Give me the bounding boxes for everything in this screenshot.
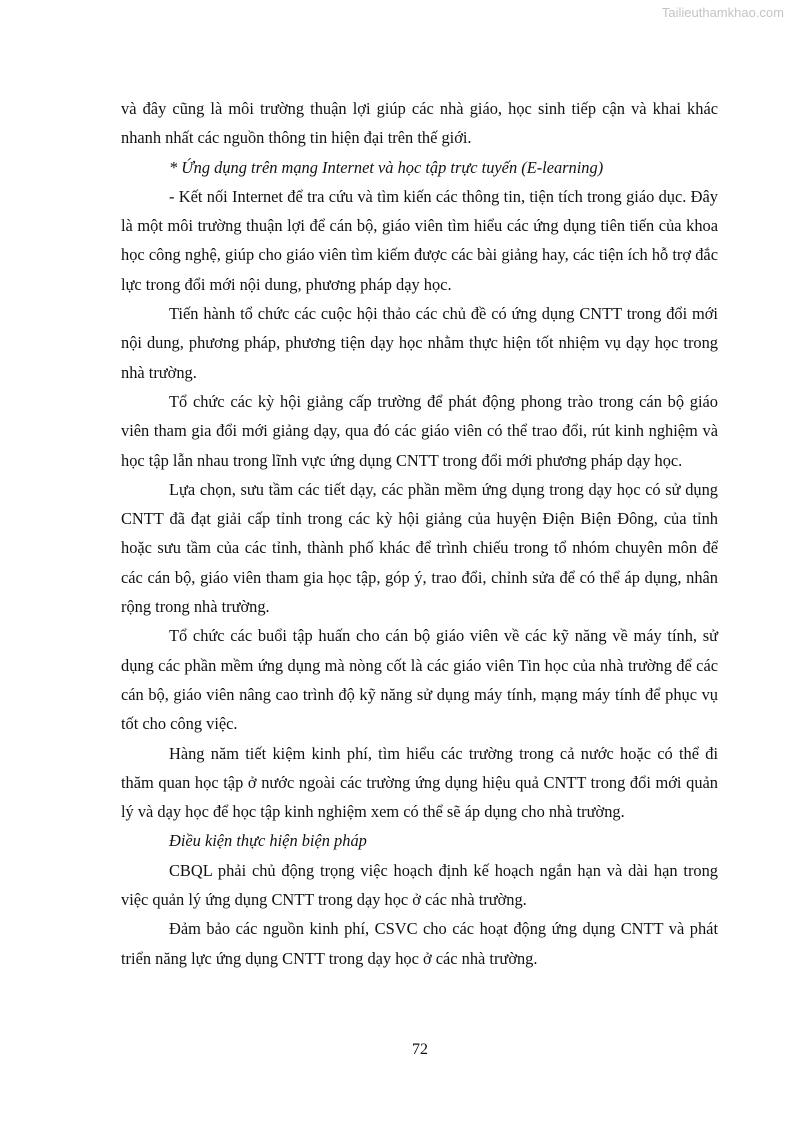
paragraph-lesson-collection: Lựa chọn, sưu tầm các tiết dạy, các phần mềm ứng dụng trong dạy học có sử dụng CNTT đã đạt giải cấp tỉnh trong các kỳ hội giảng của huyện Điện Biện Đông, của tỉnh hoặc sưu tầm của các tỉnh, thành phố khác để trình chiếu trong tổ nhóm chuyên môn để các cán bộ, giáo viên tham gia học tập, góp ý, trao đổi, chỉnh sửa để có thể áp dụng, nhân rộng trong nhà trường. xyxy=(121,479,718,617)
paragraph-continuation: và đây cũng là môi trường thuận lợi giúp các nhà giáo, học sinh tiếp cận và khai khác nhanh nhất các nguồn thông tin hiện đại trên thế giới. xyxy=(121,99,718,148)
paragraph-planning: CBQL phải chủ động trọng việc hoạch định kế hoạch ngắn hạn và dài hạn trong việc quản lý ứng dụng CNTT trong dạy học ở các nhà trường. xyxy=(121,860,718,910)
paragraph-training: Tổ chức các buổi tập huấn cho cán bộ giáo viên về các kỹ năng về máy tính, sử dụng các phần mềm ứng dụng mà nòng cốt là các giáo viên Tin học của nhà trường để các cán bộ, giáo viên nâng cao trình độ kỹ năng sử dụng máy tính, mạng máy tính để phục vụ tốt cho công việc. xyxy=(121,626,718,734)
watermark-text: Tailieuthamkhao.com xyxy=(661,5,784,20)
section-heading-conditions: Điều kiện thực hiện biện pháp xyxy=(169,831,367,851)
document-body xyxy=(121,94,718,973)
paragraph-study-visits: Hàng năm tiết kiệm kinh phí, tìm hiểu các trường trong cả nước hoặc có thể đi thăm quan học tập ở nước ngoài các trường ứng dụng hiệu quả CNTT trong đổi mới quản lý và dạy học để học tập kinh nghiệm xem có thể sẽ áp dụng cho nhà trường. xyxy=(121,743,718,822)
page-number: 72 xyxy=(412,1041,428,1058)
paragraph-funding: Đảm bảo các nguồn kinh phí, CSVC cho các hoạt động ứng dụng CNTT và phát triển năng lực ứng dụng CNTT trong dạy học ở các nhà trường. xyxy=(121,919,718,968)
section-heading-e-learning: * Ứng dụng trên mạng Internet và học tập trực tuyến (E-learning) xyxy=(169,157,604,177)
paragraph-seminars: Tiến hành tổ chức các cuộc hội thảo các chủ đề có ứng dụng CNTT trong đổi mới nội dung, phương pháp, phương tiện dạy học nhằm thực hiện tốt nhiệm vụ dạy học trong nhà trường. xyxy=(121,304,718,382)
paragraph-teaching-contests: Tổ chức các kỳ hội giảng cấp trường để phát động phong trào trong cán bộ giáo viên tham gia đổi mới giảng dạy, qua đó các giáo viên có thể trao đổi, rút kinh nghiệm và học tập lẫn nhau trong lĩnh vực ứng dụng CNTT trong đổi mới phương pháp dạy học. xyxy=(121,391,718,470)
paragraph-internet: - Kết nối Internet để tra cứu và tìm kiến các thông tin, tiện tích trong giáo dục. Đây là một môi trường thuận lợi để cán bộ, giáo viên tìm hiểu các ứng dụng tiên tiến của khoa học công nghệ, giúp cho giáo viên tìm kiếm được các bài giảng hay, các tiện ích hỗ trợ đắc lực trong đổi mới nội dung, phương pháp dạy học. xyxy=(121,186,718,294)
